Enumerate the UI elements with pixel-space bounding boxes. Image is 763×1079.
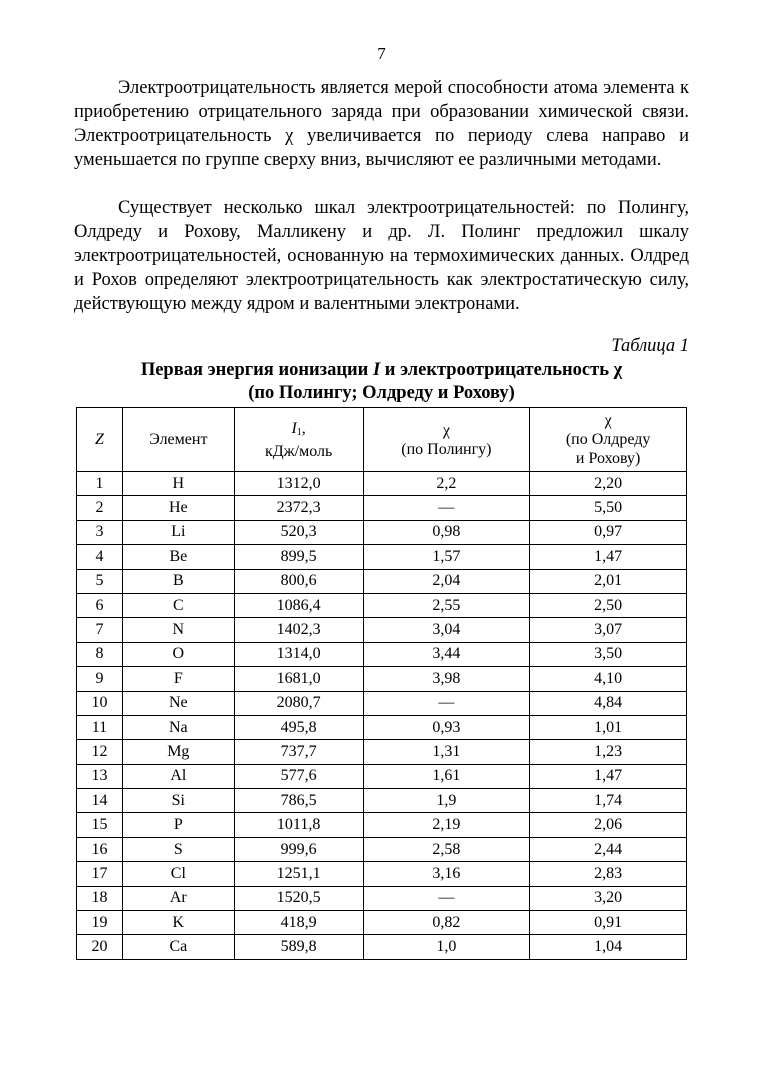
cell-chi-allred-rochow: 2,06: [530, 813, 687, 837]
table-row: [77, 520, 687, 544]
cell-ionization-energy: 1312,0: [234, 472, 363, 496]
cell-ionization-energy: 1251,1: [234, 862, 363, 886]
cell-element: He: [122, 496, 234, 520]
table-row: [77, 740, 687, 764]
cell-chi-pauling: 1,31: [363, 740, 530, 764]
cell-chi-pauling: 1,0: [363, 935, 530, 959]
ionization-table: [76, 407, 687, 960]
cell-z: 16: [77, 837, 123, 861]
cell-z: 5: [77, 569, 123, 593]
table-row: [77, 935, 687, 959]
cell-element: Mg: [122, 740, 234, 764]
cell-chi-allred-rochow: 4,10: [530, 667, 687, 691]
header-i-symbol: I: [291, 419, 297, 437]
cell-chi-allred-rochow: 2,44: [530, 837, 687, 861]
cell-ionization-energy: 2372,3: [234, 496, 363, 520]
cell-ionization-energy: 899,5: [234, 545, 363, 569]
cell-z: 11: [77, 715, 123, 739]
cell-z: 1: [77, 472, 123, 496]
cell-chi-allred-rochow: 0,97: [530, 520, 687, 544]
cell-element: Al: [122, 764, 234, 788]
cell-chi-allred-rochow: 1,23: [530, 740, 687, 764]
table-body: [77, 472, 687, 960]
cell-element: F: [122, 667, 234, 691]
table-label: Таблица 1: [611, 336, 689, 356]
cell-ionization-energy: 786,5: [234, 789, 363, 813]
cell-element: Na: [122, 715, 234, 739]
table-row: [77, 813, 687, 837]
cell-chi-allred-rochow: 2,50: [530, 593, 687, 617]
header-chi-allred-rochow: [530, 408, 687, 472]
cell-z: 2: [77, 496, 123, 520]
cell-chi-pauling: 1,57: [363, 545, 530, 569]
header-ar-line2: и Рохову): [575, 450, 641, 467]
header-i-sub: 1: [296, 426, 302, 438]
table-row: [77, 496, 687, 520]
header-z-label: Z: [95, 431, 104, 448]
cell-ionization-energy: 737,7: [234, 740, 363, 764]
table-row: [77, 715, 687, 739]
cell-chi-allred-rochow: 1,47: [530, 764, 687, 788]
table-header-row: [77, 408, 687, 472]
cell-ionization-energy: 418,9: [234, 911, 363, 935]
cell-ionization-energy: 999,6: [234, 837, 363, 861]
cell-z: 7: [77, 618, 123, 642]
cell-z: 4: [77, 545, 123, 569]
cell-chi-allred-rochow: 1,74: [530, 789, 687, 813]
cell-z: 6: [77, 593, 123, 617]
cell-chi-pauling: 3,16: [363, 862, 530, 886]
cell-element: B: [122, 569, 234, 593]
cell-z: 12: [77, 740, 123, 764]
cell-ionization-energy: 1314,0: [234, 642, 363, 666]
table-row: [77, 789, 687, 813]
title-part1: Первая энергия ионизации: [140, 360, 373, 380]
cell-z: 9: [77, 667, 123, 691]
cell-chi-pauling: 1,61: [363, 764, 530, 788]
cell-z: 15: [77, 813, 123, 837]
table-row: [77, 667, 687, 691]
page-number: 7: [377, 44, 386, 63]
table-row: [77, 618, 687, 642]
cell-z: 3: [77, 520, 123, 544]
paragraph-scales: Существует несколько шкал электроотрицательностей: по Полингу, Олдреду и Рохову, Малликену и др. Л. Полинг предложил шкалу электроотрицательностей, основанную на термохимических данных. Олдред и Рохов определяют электроотрицательность как электростатическую силу, действующую между ядром и валентными электронами.: [74, 198, 689, 314]
cell-ionization-energy: 1520,5: [234, 886, 363, 910]
cell-chi-pauling: 2,19: [363, 813, 530, 837]
table-row: [77, 569, 687, 593]
cell-element: N: [122, 618, 234, 642]
cell-element: S: [122, 837, 234, 861]
header-element-label: Элемент: [149, 431, 208, 448]
cell-z: 20: [77, 935, 123, 959]
cell-chi-pauling: 2,04: [363, 569, 530, 593]
table-row: [77, 862, 687, 886]
header-pauling-label: (по Полингу): [401, 440, 492, 458]
cell-element: K: [122, 911, 234, 935]
cell-chi-pauling: 3,44: [363, 642, 530, 666]
table-row: [77, 472, 687, 496]
cell-ionization-energy: 1681,0: [234, 667, 363, 691]
cell-z: 8: [77, 642, 123, 666]
table-title-line1: [74, 359, 689, 382]
cell-z: 10: [77, 691, 123, 715]
header-chi-symbol: χ: [442, 421, 450, 439]
table-row: [77, 593, 687, 617]
header-chi-pauling: [363, 408, 530, 472]
cell-chi-allred-rochow: 1,47: [530, 545, 687, 569]
cell-element: Ne: [122, 691, 234, 715]
cell-z: 19: [77, 911, 123, 935]
cell-ionization-energy: 495,8: [234, 715, 363, 739]
cell-z: 17: [77, 862, 123, 886]
cell-element: Cl: [122, 862, 234, 886]
cell-ionization-energy: 1086,4: [234, 593, 363, 617]
cell-chi-allred-rochow: 4,84: [530, 691, 687, 715]
cell-chi-allred-rochow: 1,04: [530, 935, 687, 959]
cell-chi-allred-rochow: 3,07: [530, 618, 687, 642]
cell-ionization-energy: 1011,8: [234, 813, 363, 837]
cell-ionization-energy: 577,6: [234, 764, 363, 788]
cell-ionization-energy: 1402,3: [234, 618, 363, 642]
cell-chi-allred-rochow: 3,20: [530, 886, 687, 910]
header-chi-symbol-2: χ: [604, 412, 612, 429]
cell-chi-allred-rochow: 0,91: [530, 911, 687, 935]
cell-chi-pauling: 2,58: [363, 837, 530, 861]
cell-element: Ca: [122, 935, 234, 959]
cell-chi-allred-rochow: 3,50: [530, 642, 687, 666]
header-ar-line1: (по Олдреду: [565, 431, 651, 448]
paragraph-intro: Электроотрицательность является мерой способности атома элемента к приобретению отрицательного заряда при образовании химической связи. Электроотрицательность χ увеличивается по периоду слева направо и уменьшается по группе сверху вниз, вычисляют ее различными методами.: [74, 78, 689, 170]
cell-chi-pauling: —: [363, 886, 530, 910]
table-title: [74, 359, 689, 405]
cell-chi-pauling: 2,2: [363, 472, 530, 496]
table-row: [77, 764, 687, 788]
cell-ionization-energy: 2080,7: [234, 691, 363, 715]
cell-ionization-energy: 589,8: [234, 935, 363, 959]
cell-element: P: [122, 813, 234, 837]
cell-element: Ar: [122, 886, 234, 910]
cell-z: 13: [77, 764, 123, 788]
title-part2: и электроотрицательность χ: [380, 360, 623, 380]
table-row: [77, 837, 687, 861]
cell-chi-pauling: 0,98: [363, 520, 530, 544]
cell-chi-pauling: 0,93: [363, 715, 530, 739]
cell-chi-allred-rochow: 2,83: [530, 862, 687, 886]
table-row: [77, 911, 687, 935]
cell-chi-pauling: —: [363, 691, 530, 715]
table-row: [77, 545, 687, 569]
cell-chi-pauling: 1,9: [363, 789, 530, 813]
cell-chi-allred-rochow: 5,50: [530, 496, 687, 520]
cell-z: 18: [77, 886, 123, 910]
cell-chi-allred-rochow: 1,01: [530, 715, 687, 739]
cell-element: Si: [122, 789, 234, 813]
cell-chi-allred-rochow: 2,01: [530, 569, 687, 593]
header-i-comma: ,: [301, 419, 306, 437]
cell-ionization-energy: 800,6: [234, 569, 363, 593]
header-i-unit: кДж/моль: [264, 442, 333, 460]
header-ionization: [234, 408, 363, 472]
cell-chi-pauling: 3,98: [363, 667, 530, 691]
cell-chi-pauling: 0,82: [363, 911, 530, 935]
cell-element: Be: [122, 545, 234, 569]
table-row: [77, 642, 687, 666]
cell-chi-pauling: 3,04: [363, 618, 530, 642]
table-row: [77, 886, 687, 910]
cell-chi-allred-rochow: 2,20: [530, 472, 687, 496]
header-z: [77, 408, 123, 472]
cell-element: H: [122, 472, 234, 496]
cell-ionization-energy: 520,3: [234, 520, 363, 544]
cell-chi-pauling: 2,55: [363, 593, 530, 617]
header-element: [122, 408, 234, 472]
cell-element: O: [122, 642, 234, 666]
cell-element: Li: [122, 520, 234, 544]
table-title-line2: (по Полингу; Олдреду и Рохову): [248, 383, 515, 403]
cell-z: 14: [77, 789, 123, 813]
title-symbol-i: I: [372, 360, 381, 380]
cell-element: C: [122, 593, 234, 617]
table-row: [77, 691, 687, 715]
cell-chi-pauling: —: [363, 496, 530, 520]
